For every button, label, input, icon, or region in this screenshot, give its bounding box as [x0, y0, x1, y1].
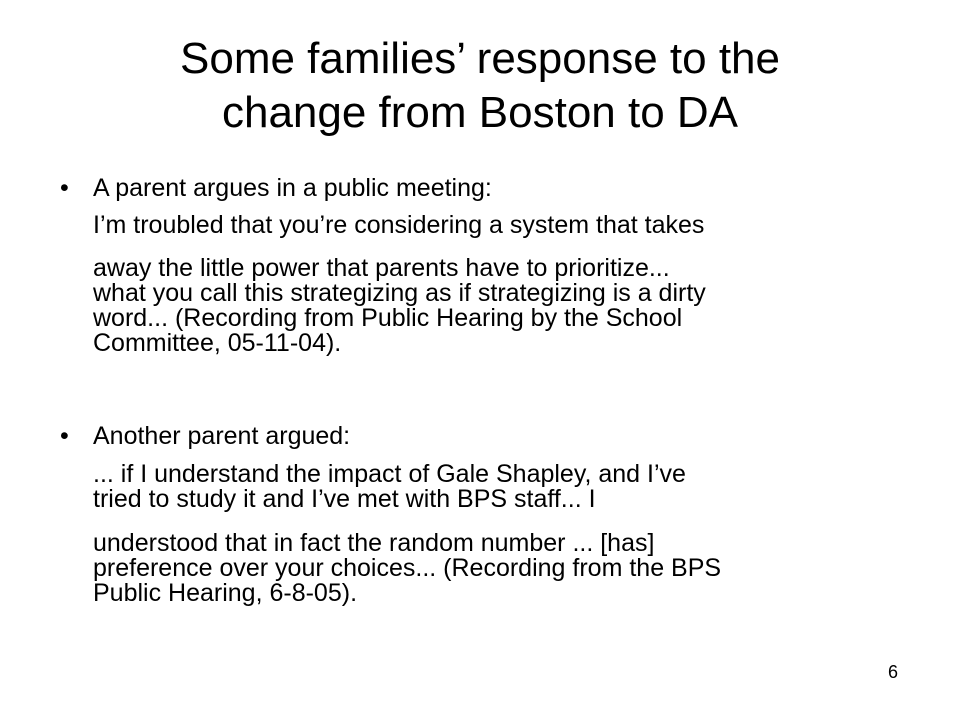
slide-title — [60, 32, 900, 140]
quote-line: tried to study it and I’ve met with BPS staff... I — [93, 485, 596, 513]
quote-line: away the little power that parents have to prioritize... — [93, 254, 670, 282]
quote-line: Committee, 05-11-04). — [93, 329, 342, 357]
bullet-heading: Another parent argued: — [93, 422, 351, 450]
quote-paragraph — [93, 213, 893, 238]
quote-line: ... if I understand the impact of Gale Shapley, and I’ve — [93, 460, 686, 488]
quote-line: what you call this strategizing as if strategizing is a dirty — [93, 279, 706, 307]
quote-line: word... (Recording from Public Hearing by the School — [93, 304, 683, 332]
bullet-marker: • — [60, 422, 69, 450]
quote-paragraph — [93, 256, 893, 356]
quote-line: I’m troubled that you’re considering a system that takes — [93, 211, 705, 239]
quote-paragraph — [93, 531, 893, 606]
bullet-heading: A parent argues in a public meeting: — [93, 174, 492, 202]
quote-line: understood that in fact the random number ... [has] — [93, 529, 655, 557]
quote-line: Public Hearing, 6-8-05). — [93, 579, 358, 607]
slide-title-line-2: change from Boston to DA — [221, 88, 739, 137]
page-number: 6 — [887, 662, 898, 682]
bullet-marker: • — [60, 174, 69, 202]
slide-title-line-1: Some families’ response to the — [180, 34, 780, 83]
quote-line: preference over your choices... (Recording from the BPS — [93, 554, 722, 582]
quote-paragraph — [93, 462, 893, 512]
